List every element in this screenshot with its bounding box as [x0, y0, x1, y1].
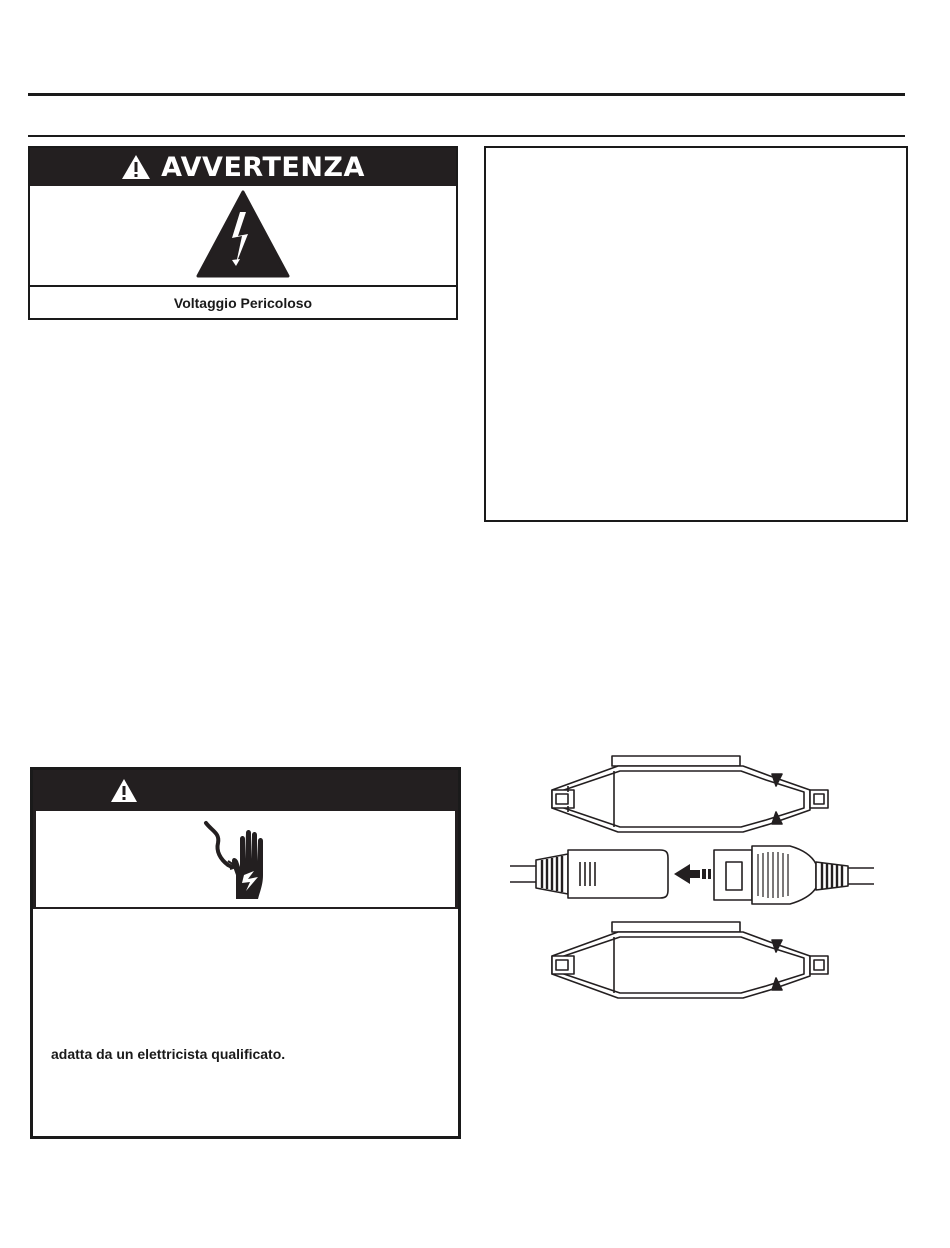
symbol-panel: [30, 186, 456, 287]
warning-body: [33, 909, 458, 1136]
electric-shock-hazard-icon: [196, 190, 290, 278]
warning-box-voltage: [28, 146, 458, 320]
plug-pair: [510, 846, 874, 904]
connector-cover-bottom: [552, 922, 828, 998]
connector-cover-top: [552, 756, 828, 832]
warning-header: [30, 148, 456, 186]
symbol-panel: [36, 811, 455, 907]
warning-caption: Voltaggio Pericoloso: [173, 294, 313, 311]
warning-title: AVVERTENZA: [161, 151, 365, 183]
top-rule: [28, 93, 905, 96]
warning-header: [33, 770, 458, 811]
section-rule: [28, 135, 905, 137]
warning-box-grounding: [30, 767, 461, 1139]
electric-shock-hand-icon: [198, 819, 278, 901]
warning-triangle-icon: [121, 154, 151, 180]
power-cord-connector-illustration: [508, 752, 878, 1002]
warning-body-text: adatta da un elettricista qualificato.: [51, 1046, 286, 1062]
warning-triangle-icon: [110, 778, 138, 803]
text-box: [484, 146, 908, 522]
